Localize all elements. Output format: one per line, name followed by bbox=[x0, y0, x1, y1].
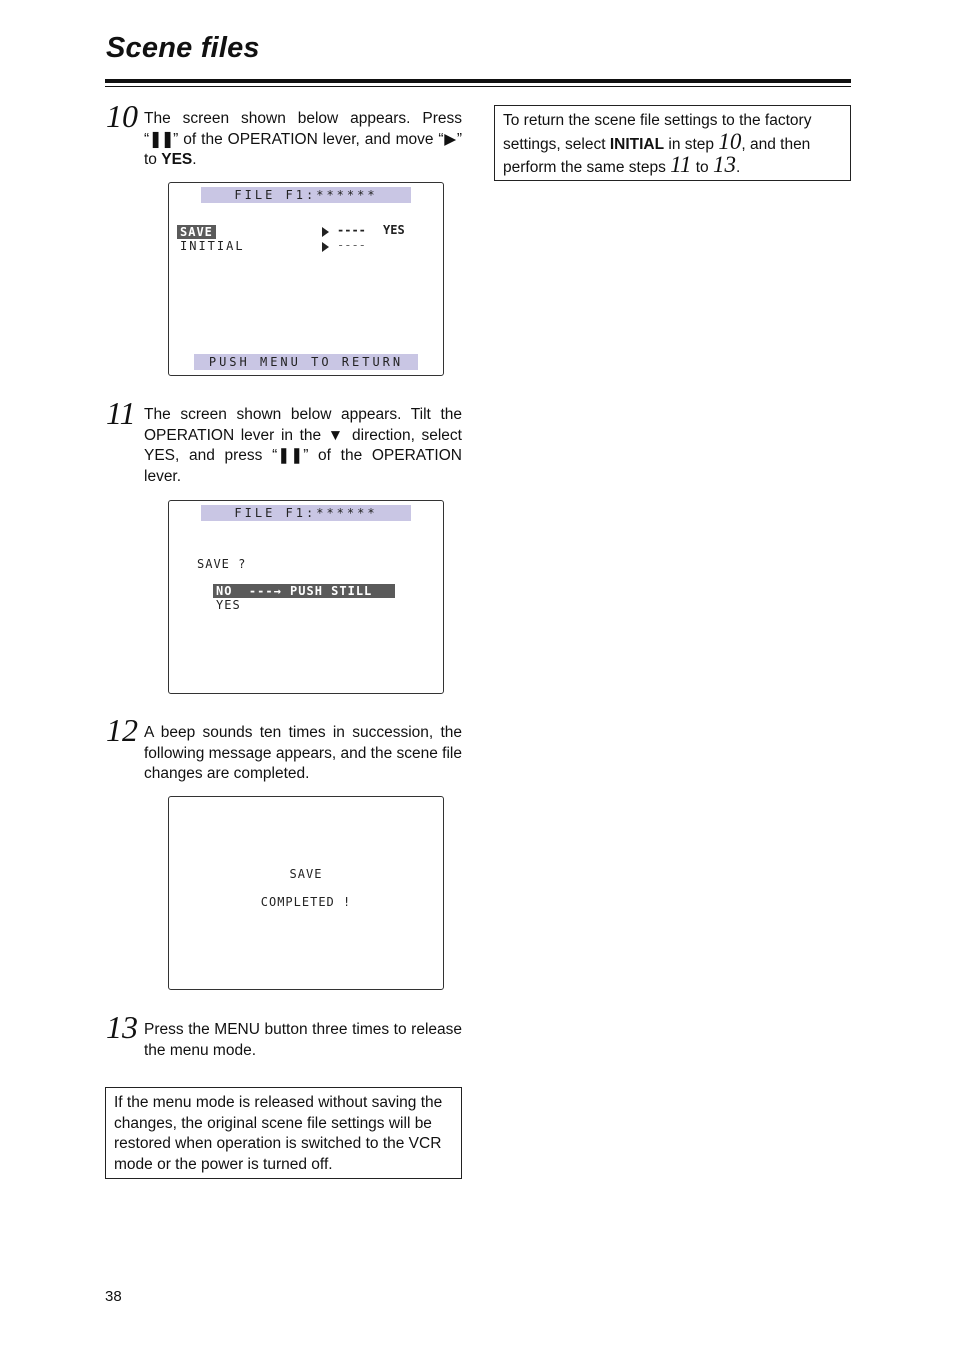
page-number: 38 bbox=[105, 1288, 122, 1305]
step-number-12: 12 bbox=[106, 712, 138, 748]
osd-push-still-hint: PUSH STILL bbox=[290, 584, 373, 598]
dashed-arrow-icon: ---→ bbox=[232, 584, 291, 598]
step-11-text: The screen shown below appears. Tilt the OPERATION lever in the ▼ direction, select YES, and press “❚❚” of the OPERATION lever. bbox=[144, 406, 462, 485]
note-step-ref: 10 bbox=[718, 128, 742, 154]
step-12-text: A beep sounds ten times in succession, the following message appears, and the scene file changes are completed. bbox=[144, 724, 462, 782]
osd-option-no-label: NO bbox=[216, 584, 233, 598]
step-10-text-part: . bbox=[192, 151, 197, 168]
step-number-10: 10 bbox=[106, 98, 138, 134]
osd-initial-value: ---- bbox=[337, 238, 366, 252]
osd-completed-text: COMPLETED ! bbox=[260, 895, 352, 909]
note-text: . bbox=[735, 159, 741, 176]
restore-settings-note: If the menu mode is released without saving the changes, the original scene file settings will be restored when operation is switched to the VCR mode or the power is turned off. bbox=[105, 1087, 462, 1179]
osd-arrow-icon bbox=[322, 227, 329, 237]
page-title: Scene files bbox=[106, 32, 260, 64]
osd-save-prompt: SAVE ? bbox=[197, 557, 247, 571]
step-10-text-part: ” to bbox=[144, 130, 462, 168]
osd-save-text: SAVE bbox=[289, 867, 323, 881]
pause-icon: ❚❚ bbox=[149, 130, 174, 148]
osd-save-value: ---- bbox=[337, 223, 366, 237]
factory-reset-note bbox=[494, 105, 851, 181]
step-10-text bbox=[144, 109, 462, 171]
osd-menu-item-save: SAVE bbox=[177, 225, 216, 239]
osd-arrow-icon bbox=[322, 242, 329, 252]
title-rule-thin bbox=[105, 86, 851, 87]
osd-option-yes: YES bbox=[216, 598, 241, 612]
note-text: , and then perform the same steps bbox=[503, 135, 811, 176]
note-step-ref: 11 bbox=[670, 152, 692, 177]
step-number-11: 11 bbox=[106, 395, 136, 431]
osd-footer: PUSH MENU TO RETURN bbox=[194, 354, 418, 370]
note-text: to bbox=[691, 159, 713, 176]
osd-option-no bbox=[213, 584, 395, 598]
osd-screen-step-12 bbox=[168, 796, 444, 990]
step-10-text-part: ” of the OPERATION lever, and move “ bbox=[173, 130, 444, 148]
osd-screen-step-11 bbox=[168, 500, 444, 694]
step-13-text: Press the MENU button three times to release the menu mode. bbox=[144, 1021, 462, 1059]
osd-save-option-yes: YES bbox=[383, 223, 405, 237]
note-initial-bold: INITIAL bbox=[609, 135, 665, 153]
osd-header: FILE F1:****** bbox=[201, 505, 411, 521]
play-arrow-icon: ▶ bbox=[443, 130, 457, 148]
step-10-yes-bold: YES bbox=[161, 151, 193, 168]
osd-screen-step-10 bbox=[168, 182, 444, 376]
note-step-ref: 13 bbox=[712, 152, 736, 177]
step-10-text-part: The screen shown below appears. Press “ bbox=[144, 110, 462, 148]
note-text: To return the scene file settings to the factory settings, select bbox=[503, 112, 812, 153]
osd-header: FILE F1:****** bbox=[201, 187, 411, 203]
note-text: in step bbox=[664, 135, 719, 153]
step-number-13: 13 bbox=[106, 1009, 138, 1045]
osd-menu-item-initial: INITIAL bbox=[180, 239, 245, 253]
title-rule-thick bbox=[105, 79, 851, 83]
